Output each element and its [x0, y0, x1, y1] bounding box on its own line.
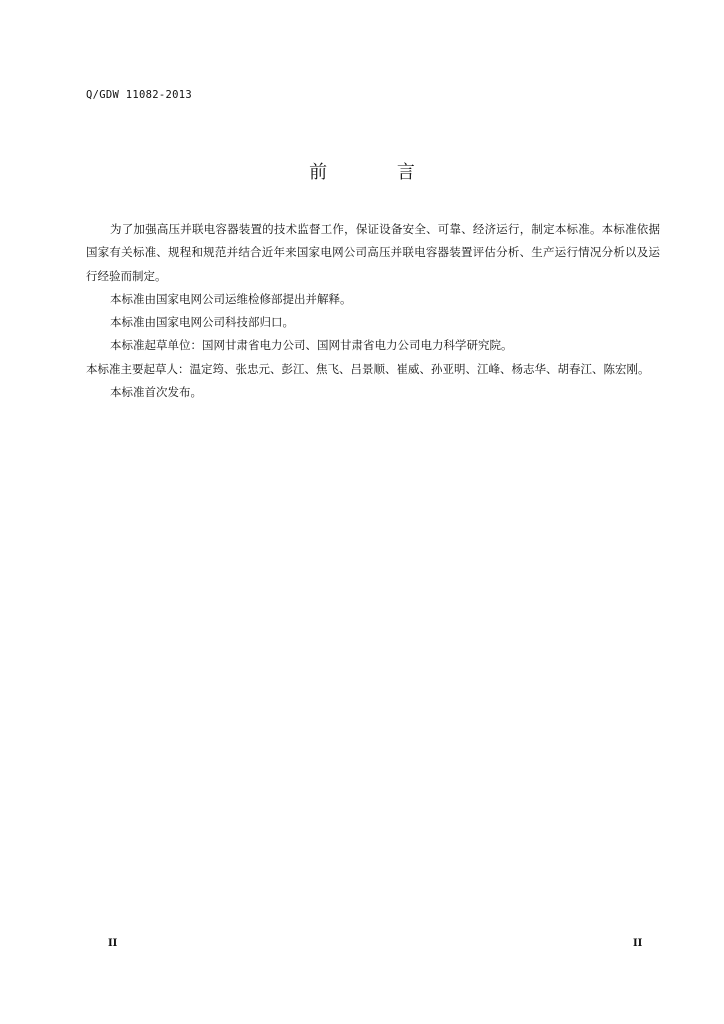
standard-code: Q/GDW 11082-2013	[86, 89, 192, 101]
paragraph-proposer: 本标准由国家电网公司运维检修部提出并解释。	[110, 291, 352, 306]
paragraph-centralized: 本标准由国家电网公司科技部归口。	[110, 315, 294, 330]
paragraph-first-release: 本标准首次发布。	[110, 385, 202, 400]
foreword-body	[86, 218, 660, 404]
paragraph-drafters: 本标准主要起草人：温定筠、张忠元、彭江、焦飞、吕景顺、崔威、孙亚明、江峰、杨志华、胡春江、陈宏刚。	[86, 361, 650, 376]
paragraph-drafting-units: 本标准起草单位：国网甘肃省电力公司、国网甘肃省电力公司电力科学研究院。	[110, 338, 513, 353]
page-number-right: II	[633, 938, 643, 949]
paragraph-purpose: 为了加强高压并联电容器装置的技术监督工作，保证设备安全、可靠、经济运行，制定本标准。本标准依据国家有关标准、规程和规范并结合近年来国家电网公司高压并联电容器装置评估分析、生产运行情况分析以及运行经验而制定。	[86, 222, 660, 283]
page-title: 前 言	[309, 162, 447, 183]
page-number-left: II	[108, 938, 118, 949]
